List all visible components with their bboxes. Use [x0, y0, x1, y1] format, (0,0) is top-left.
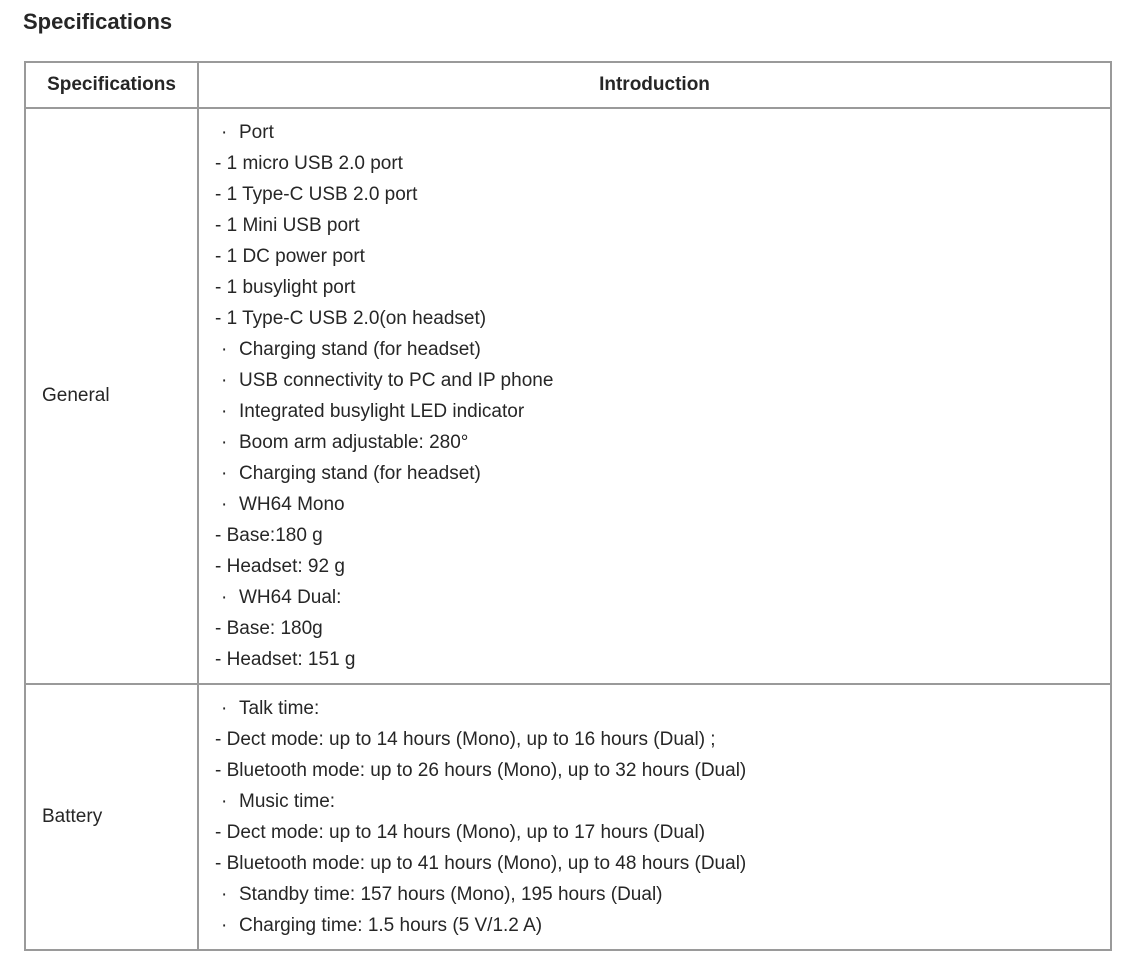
- bullet-dot: ·: [221, 698, 228, 719]
- bullet-line: [215, 489, 1110, 520]
- line-text: - Headset: 92 g: [215, 556, 345, 577]
- line-text: Port: [239, 122, 274, 143]
- bullet-line: [215, 879, 1110, 910]
- bullet-line: [215, 786, 1110, 817]
- line-text: Charging stand (for headset): [239, 463, 481, 484]
- line-text: - 1 Mini USB port: [215, 215, 360, 236]
- line-text: Boom arm adjustable: 280°: [239, 432, 469, 453]
- sub-line: [215, 272, 1110, 303]
- line-text: Integrated busylight LED indicator: [239, 401, 525, 422]
- bullet-line: [215, 334, 1110, 365]
- line-text: - Base: 180g: [215, 618, 323, 639]
- spec-table: [24, 61, 1112, 951]
- bullet-dot: ·: [221, 122, 228, 143]
- sub-line: [215, 724, 1110, 755]
- bullet-dot: ·: [221, 791, 228, 812]
- line-text: - Bluetooth mode: up to 41 hours (Mono), up to 48 hours (Dual): [215, 853, 747, 874]
- sub-line: [215, 179, 1110, 210]
- line-text: - 1 DC power port: [215, 246, 365, 267]
- line-text: - 1 Type-C USB 2.0(on headset): [215, 308, 487, 329]
- sub-line: [215, 241, 1110, 272]
- line-text: - Base:180 g: [215, 525, 323, 546]
- line-text: Music time:: [239, 791, 336, 812]
- bullet-line: [215, 910, 1110, 941]
- line-text: USB connectivity to PC and IP phone: [239, 370, 554, 391]
- sub-line: [215, 303, 1110, 334]
- line-text: Standby time: 157 hours (Mono), 195 hours (Dual): [239, 884, 663, 905]
- bullet-dot: ·: [221, 401, 228, 422]
- line-text: - Headset: 151 g: [215, 649, 356, 670]
- bullet-dot: ·: [221, 884, 228, 905]
- bullet-dot: ·: [221, 339, 228, 360]
- sub-line: [215, 551, 1110, 582]
- sub-line: [215, 644, 1110, 675]
- bullet-dot: ·: [221, 463, 228, 484]
- bullet-line: [215, 365, 1110, 396]
- column-header-introduction: Introduction: [198, 62, 1111, 108]
- table-row: [25, 684, 1111, 950]
- bullet-dot: ·: [221, 587, 228, 608]
- bullet-line: [215, 117, 1110, 148]
- line-text: Charging time: 1.5 hours (5 V/1.2 A): [239, 915, 543, 936]
- line-text: WH64 Dual:: [239, 587, 342, 608]
- line-text: - 1 micro USB 2.0 port: [215, 153, 403, 174]
- detail-lines: [215, 117, 1110, 675]
- sub-line: [215, 520, 1110, 551]
- bullet-dot: ·: [221, 915, 228, 936]
- row-details-general: [198, 108, 1111, 684]
- page-title: Specifications: [23, 9, 173, 34]
- sub-line: [215, 755, 1110, 786]
- bullet-line: [215, 693, 1110, 724]
- sub-line: [215, 148, 1110, 179]
- line-text: - 1 Type-C USB 2.0 port: [215, 184, 418, 205]
- line-text: Charging stand (for headset): [239, 339, 481, 360]
- line-text: - Dect mode: up to 14 hours (Mono), up to 16 hours (Dual) ;: [215, 729, 716, 750]
- line-text: - Dect mode: up to 14 hours (Mono), up to 17 hours (Dual): [215, 822, 706, 843]
- bullet-line: [215, 458, 1110, 489]
- bullet-dot: ·: [221, 370, 228, 391]
- table-header-row: [25, 62, 1111, 108]
- row-details-battery: [198, 684, 1111, 950]
- line-text: WH64 Mono: [239, 494, 345, 515]
- row-category-battery: Battery: [25, 684, 198, 950]
- sub-line: [215, 848, 1110, 879]
- bullet-dot: ·: [221, 432, 228, 453]
- sub-line: [215, 817, 1110, 848]
- bullet-dot: ·: [221, 494, 228, 515]
- bullet-line: [215, 582, 1110, 613]
- line-text: Talk time:: [239, 698, 320, 719]
- column-header-specifications: Specifications: [25, 62, 198, 108]
- table-row: [25, 108, 1111, 684]
- line-text: - 1 busylight port: [215, 277, 356, 298]
- detail-lines: [215, 693, 1110, 941]
- row-category-general: General: [25, 108, 198, 684]
- line-text: - Bluetooth mode: up to 26 hours (Mono), up to 32 hours (Dual): [215, 760, 747, 781]
- sub-line: [215, 210, 1110, 241]
- sub-line: [215, 613, 1110, 644]
- bullet-line: [215, 396, 1110, 427]
- bullet-line: [215, 427, 1110, 458]
